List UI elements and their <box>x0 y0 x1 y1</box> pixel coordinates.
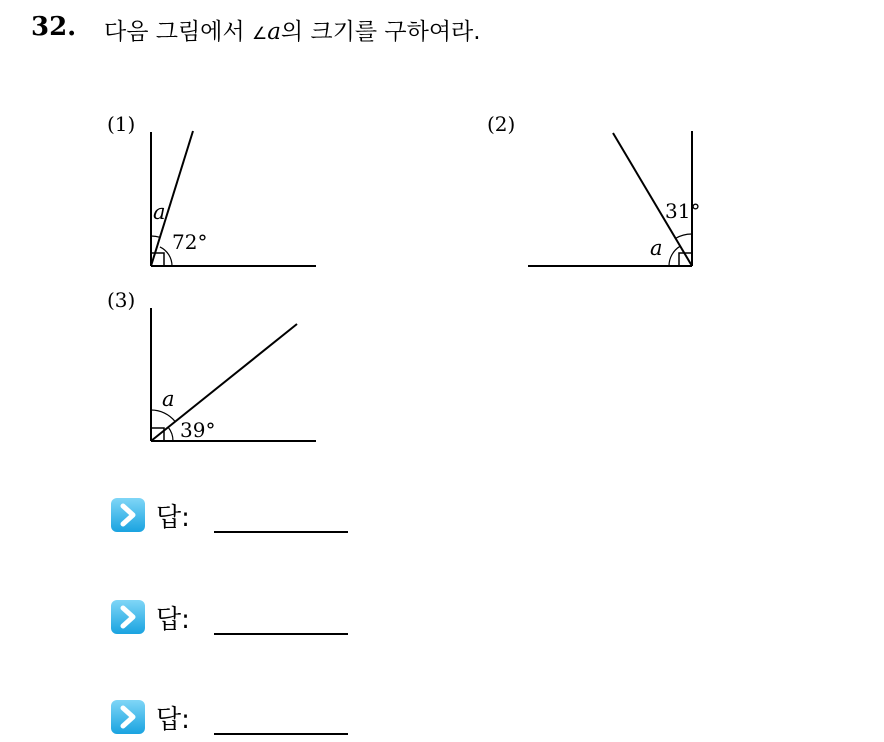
figure-2-given-angle-label: 31° <box>665 199 701 223</box>
angle-symbol: ∠ <box>251 24 268 44</box>
figure-2-unknown-label: a <box>650 236 663 260</box>
figure-1-arc-given <box>160 247 172 266</box>
answer-blank-2[interactable] <box>214 633 348 635</box>
figure-1 <box>107 112 316 266</box>
answer-label: 답: <box>156 605 190 635</box>
answer-label: 답: <box>156 503 190 533</box>
chevron-right-icon <box>110 699 146 735</box>
figure-3-label: (3) <box>107 288 136 312</box>
answer-label: 답: <box>156 705 190 735</box>
answer-row-2 <box>110 599 370 639</box>
figure-3-arc-a <box>151 410 175 422</box>
figure-3-given-angle-label: 39° <box>180 418 216 442</box>
answer-blank-3[interactable] <box>214 733 348 735</box>
problem-number: 32. <box>31 12 77 42</box>
figure-2-arc-given <box>676 234 693 238</box>
figure-2 <box>487 112 700 266</box>
answer-row-3 <box>110 699 370 739</box>
problem-variable: a <box>267 19 281 45</box>
figure-3-oblique-ray <box>151 324 297 441</box>
figure-1-label: (1) <box>107 112 136 136</box>
problem-text-before: 다음 그림에서 <box>104 19 252 45</box>
figure-1-given-angle-label: 72° <box>172 230 208 254</box>
figure-3-arc-given <box>168 427 173 441</box>
answer-row-1 <box>110 497 370 537</box>
figure-3 <box>107 288 316 442</box>
answer-blank-1[interactable] <box>214 531 348 533</box>
problem-text-after: 의 크기를 구하여라. <box>280 19 481 45</box>
chevron-right-icon <box>110 497 146 533</box>
figure-3-unknown-label: a <box>162 387 175 411</box>
figure-1-arc-a <box>151 236 160 237</box>
chevron-right-icon <box>110 599 146 635</box>
figure-2-label: (2) <box>487 112 516 136</box>
figure-1-unknown-label: a <box>153 200 166 224</box>
